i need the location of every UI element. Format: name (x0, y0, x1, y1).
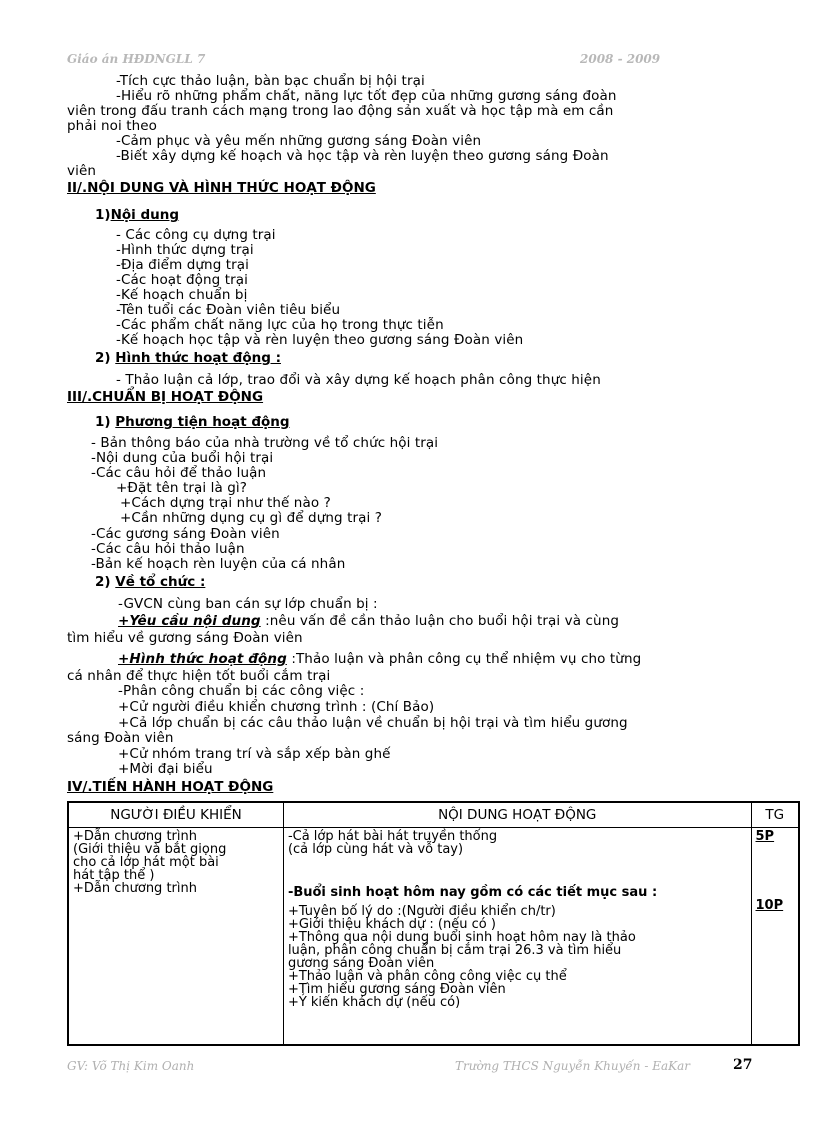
header-content: NỘI DUNG HOẠT ĐỘNG (283, 802, 751, 828)
prep-item: -Các câu hỏi để thảo luận (91, 465, 267, 481)
prep-item: -Các câu hỏi thảo luận (91, 541, 245, 557)
intro-line: phải noi theo (67, 118, 158, 134)
intro-line: -Cảm phục và yêu mến những gương sáng Đoàn viên (116, 133, 482, 149)
time-cell (751, 828, 799, 1046)
header-leader: NGƯỜI ĐIỀU KHIỂN (68, 802, 283, 828)
section-4-title: IV/.TIẾN HÀNH HOẠT ĐỘNG (67, 779, 274, 795)
content-item: - Các công cụ dựng trại (116, 227, 276, 243)
prep-item: -Bản kế hoạch rèn luyện của cá nhân (91, 556, 346, 572)
requirement-cont: tìm hiểu về gương sáng Đoàn viên (67, 630, 303, 646)
content-item: -Kế hoạch chuẩn bị (116, 287, 248, 303)
org-line: -Phân công chuẩn bị các công việc : (118, 683, 365, 699)
header-time: TG (751, 802, 799, 828)
org-line: sáng Đoàn viên (67, 730, 174, 746)
form-cont: cá nhân để thực hiện tốt buổi cắm trại (67, 668, 331, 684)
footer-school: Trường THCS Nguyễn Khuyến - EaKar (455, 1059, 690, 1073)
section-3-title: III/.CHUẨN BỊ HOẠT ĐỘNG (67, 389, 264, 405)
section-2-sub2: 2) Hình thức hoạt động : (95, 350, 281, 366)
org-line: +Cả lớp chuẩn bị các câu thảo luận về chuẩn bị hội trại và tìm hiểu gương (118, 715, 628, 731)
intro-line: -Hiểu rõ những phẩm chất, năng lực tốt đẹp của những gương sáng đoàn (116, 88, 617, 104)
content-item: -Kế hoạch học tập và rèn luyện theo gương sáng Đoàn viên (116, 332, 524, 348)
content-item: -Các phẩm chất năng lực của họ trong thực tiễn (116, 317, 444, 333)
section-2-title: II/.NỘI DUNG VÀ HÌNH THỨC HOẠT ĐỘNG (67, 180, 376, 196)
content-cell: -Cả lớp hát bài hát truyền thống (cả lớp cùng hát và vỗ tay) -Buổi sinh hoạt hôm nay gồm có các tiết mục sau : +Tuyên bố lý do :(Người điều khiển ch/tr) +Giới thiệu khách dự : (nếu có ) +Thông qua nội dung buổi sinh hoạt hôm nay là thảo luận, phân công chuẩn bị cắm trại 26.3 và tìm hiểu gương sáng Đoàn viên +Thảo luận và phân công công việc cụ thể +Tìm hiểu gương sáng Đoàn viên +Ý kiến khách dự (nếu có) (283, 828, 751, 1046)
page-number: 27 (733, 1057, 753, 1073)
prep-item: - Bản thông báo của nhà trường về tổ chức hội trại (91, 435, 439, 451)
org-line: +Mời đại biểu (118, 761, 213, 777)
intro-line: viên (67, 163, 97, 179)
header-left: Giáo án HĐDNGLL 7 (67, 52, 206, 66)
section-3-sub1: 1) Phương tiện hoạt động (95, 414, 290, 430)
content-item: -Tên tuổi các Đoàn viên tiêu biểu (116, 302, 341, 318)
intro-line: viên trong đấu tranh cách mạng trong lao động sản xuất và học tập mà em cần (67, 103, 614, 119)
time-value: 10P (755, 898, 784, 913)
org-line: +Cử nhóm trang trí và sắp xếp bàn ghế (118, 746, 391, 762)
prep-item: -Các gương sáng Đoàn viên (91, 526, 280, 542)
requirement-label: +Yêu cầu nội dung (118, 613, 261, 629)
content-item: -Các hoạt động trại (116, 272, 248, 288)
intro-line: -Biết xây dựng kế hoạch và học tập và rèn luyện theo gương sáng Đoàn (116, 148, 609, 164)
prep-item: +Cách dựng trại như thế nào ? (120, 495, 331, 511)
footer-teacher: GV: Võ Thị Kim Oanh (67, 1059, 195, 1073)
program-title: -Buổi sinh hoạt hôm nay gồm có các tiết mục sau : (287, 885, 658, 900)
content-item: -Hình thức dựng trại (116, 242, 254, 258)
prep-item: +Đặt tên trại là gì? (116, 480, 248, 496)
requirement-line: +Yêu cầu nội dung :nêu vấn đề cần thảo luận cho buổi hội trại và cùng (118, 613, 620, 629)
prep-item: -Nội dung của buổi hội trại (91, 450, 274, 466)
org-line: +Cử người điều khiển chương trình : (Chí Bảo) (118, 699, 435, 715)
time-value: 5P (755, 829, 775, 844)
section-2-sub1: 1)Nội dung (95, 207, 180, 223)
header-right: 2008 - 2009 (580, 52, 661, 66)
table-row (68, 828, 799, 1046)
activity-table (67, 801, 800, 1046)
org-line: -GVCN cùng ban cán sự lớp chuẩn bị : (118, 596, 378, 612)
table-header-row (68, 802, 799, 828)
prep-item: +Cần những dụng cụ gì để dựng trại ? (120, 510, 382, 526)
format-text: - Thảo luận cả lớp, trao đổi và xây dựng kế hoạch phân công thực hiện (116, 372, 601, 388)
form-line: +Hình thức hoạt động :Thảo luận và phân công cụ thể nhiệm vụ cho từng (118, 651, 642, 667)
form-label: +Hình thức hoạt động (118, 651, 287, 667)
leader-cell: +Dẫn chương trình (Giới thiệu và bắt giọng cho cả lớp hát một bài hát tập thể ) +Dẫn chương trình (68, 828, 283, 1046)
section-3-sub2: 2) Về tổ chức : (95, 574, 206, 590)
content-item: -Địa điểm dựng trại (116, 257, 250, 273)
intro-line: -Tích cực thảo luận, bàn bạc chuẩn bị hội trại (116, 73, 425, 89)
